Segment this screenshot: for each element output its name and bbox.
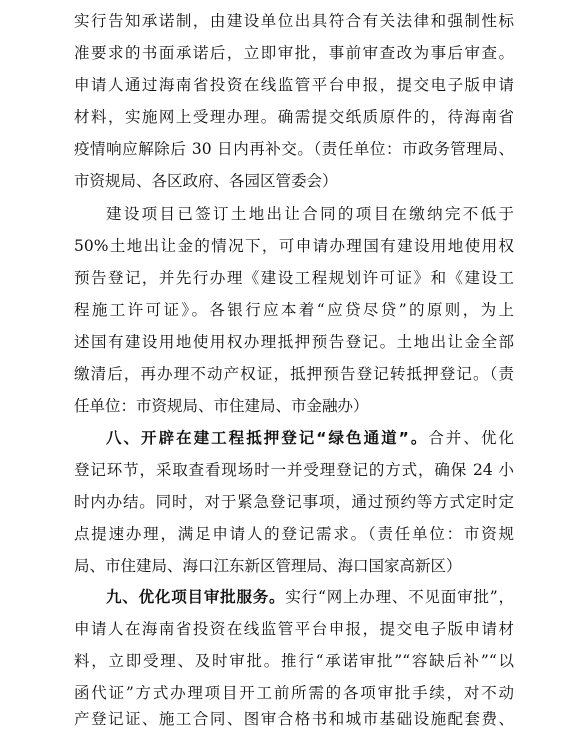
text-line: 材料，实施网上受理办理。确需提交纸质原件的，待海南省: [74, 108, 514, 126]
text-line: 任单位：市资规局、市住建局、市金融办）: [74, 397, 369, 415]
text-line: 申请人通过海南省投资在线监管平台申报，提交电子版申请: [74, 76, 514, 94]
text-line: 准要求的书面承诺后，立即审批，事前审查改为事后审查。: [74, 44, 514, 62]
text-line: 建设项目已签订土地出让合同的项目在缴纳完不低于: [106, 205, 514, 223]
text-line: 述国有建设用地使用权办理抵押预告登记。土地出让金全部: [74, 333, 514, 351]
text-line: 50%土地出让金的情况下，可申请办理国有建设用地使用权: [74, 237, 514, 255]
text-line: 料，立即受理、及时审批。推行“承诺审批”“容缺后补”“以: [74, 652, 514, 670]
text-line: 疫情响应解除后 30 日内再补交。（责任单位：市政务管理局、: [74, 140, 514, 158]
section-heading: 九、优化项目审批服务。: [106, 588, 286, 606]
text-line: 点提速办理，满足申请人的登记需求。（责任单位：市资规: [74, 525, 514, 543]
text-line: 时内办结。同时，对于紧急登记事项，通过预约等方式定时定: [74, 493, 514, 511]
text-line: 市资规局、各区政府、各园区管委会）: [74, 172, 338, 190]
text-span: 实行“网上办理、不见面审批”，: [285, 588, 514, 606]
text-line: 产登记证、施工合同、图审合格书和城市基础设施配套费、: [74, 710, 514, 728]
text-line: 申请人在海南省投资在线监管平台申报，提交电子版申请材: [74, 620, 514, 638]
text-line: 实行告知承诺制，由建设单位出具符合有关法律和强制性标: [74, 12, 514, 30]
text-line: [106, 587, 514, 607]
section-heading: 八、开辟在建工程抵押登记“绿色通道”。: [106, 429, 429, 447]
text-line: [106, 428, 514, 448]
text-line: 缴清后，再办理不动产权证，抵押预告登记转抵押登记。（责: [74, 365, 514, 383]
text-span: 合并、优化: [428, 429, 514, 447]
text-line: 登记环节，采取查看现场时一并受理登记的方式，确保 24 小: [74, 461, 514, 479]
text-line: 程施工许可证》。各银行应本着“应贷尽贷”的原则，为上: [74, 301, 514, 319]
text-line: 函代证”方式办理项目开工前所需的各项审批手续，对不动: [74, 684, 514, 702]
text-line: 局、市住建局、海口江东新区管理局、海口国家高新区）: [74, 557, 462, 575]
text-line: 预告登记，并先行办理《建设工程规划许可证》和《建设工: [74, 269, 514, 287]
